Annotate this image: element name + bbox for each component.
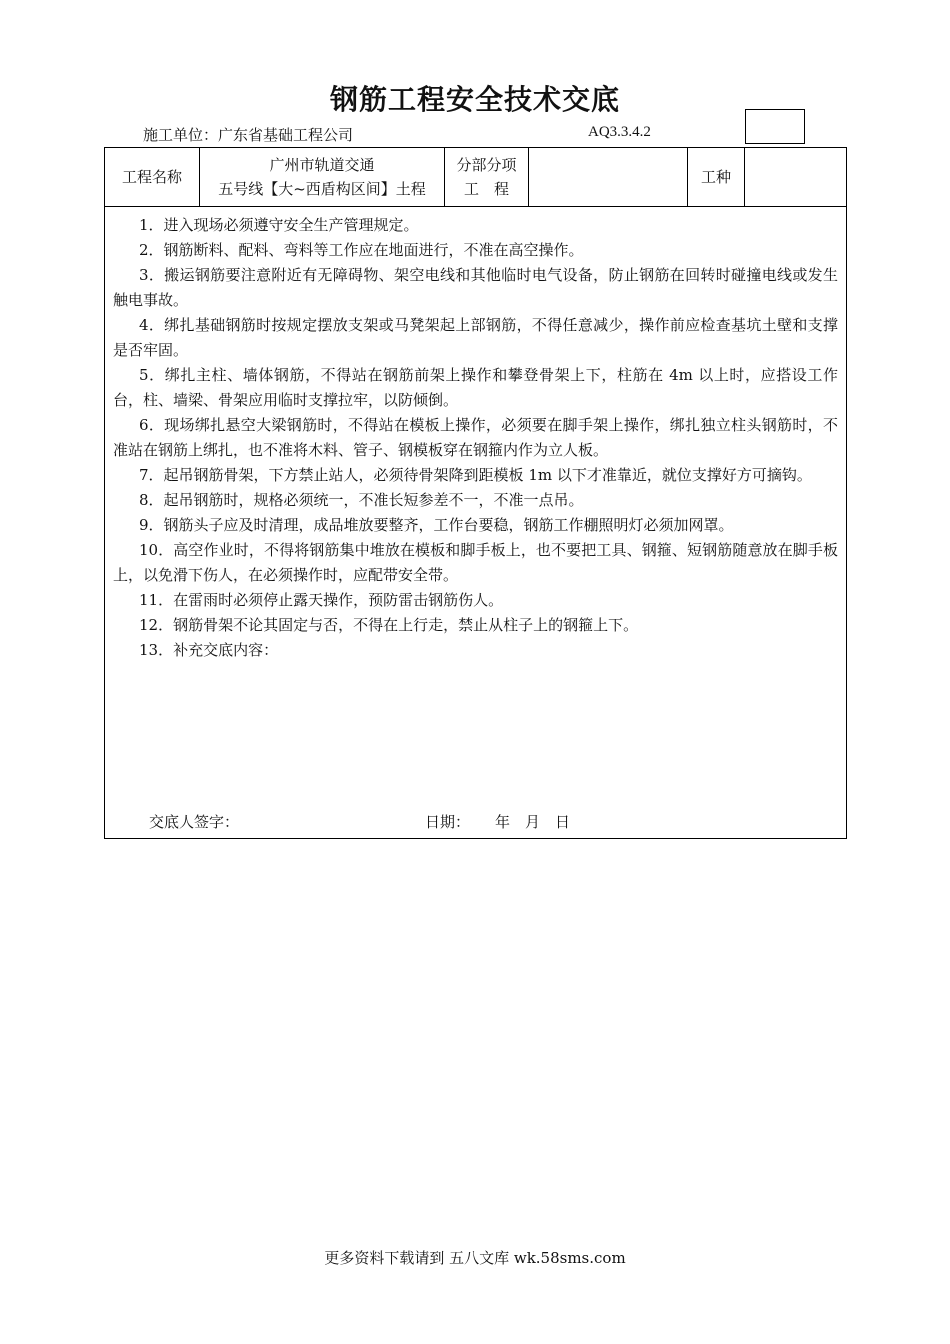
section-label-line1: 分部分项: [456, 156, 517, 174]
safety-item: 13．补充交底内容：: [139, 641, 279, 659]
document-code: AQ3.3.4.2: [588, 124, 651, 140]
project-name-line2: 五号线【大~西盾构区间】土程: [218, 180, 426, 198]
safety-item: 12．钢筋骨架不论其固定与否，不得在上行走，禁止从柱子上的钢箍上下。: [139, 616, 639, 634]
project-name-value-cell: [200, 148, 445, 207]
safety-item: 5．绑扎主柱、墙体钢筋，不得站在钢筋前架上操作和攀登骨架上下，柱筋在 4m 以上时，应搭设工作台，柱、墙梁、骨架应用临时支撑拉牢，以防倾倒。: [113, 366, 838, 409]
construction-unit: 施工单位：广东省基础工程公司: [143, 126, 354, 144]
section-label-line2: 工 程: [463, 180, 509, 198]
safety-item: 7．起吊钢筋骨架，下方禁止站人，必须待骨架降到距模板 1m 以下才准靠近，就位支撑好方可摘钩。: [139, 466, 812, 484]
project-name-line1: 广州市轨道交通: [269, 156, 375, 174]
section-value-cell: [529, 148, 688, 207]
disclosure-table: [104, 147, 847, 839]
safety-items-list: [105, 207, 846, 663]
safety-item: 3．搬运钢筋要注意附近有无障碍物、架空电线和其他临时电气设备，防止钢筋在回转时碰撞电线或发生触电事故。: [113, 266, 838, 309]
section-label-cell: [445, 148, 529, 207]
safety-item: 6．现场绑扎悬空大梁钢筋时，不得站在模板上操作，必须要在脚手架上操作，绑扎独立柱头钢筋时，不准站在钢筋上绑扎，也不准将木料、管子、钢模板穿在钢箍内作为立人板。: [113, 416, 838, 459]
footer-link-text: 更多资料下载请到 五八文库 wk.58sms.com: [324, 1249, 626, 1267]
table-body-row: [105, 207, 847, 839]
date-units: 年 月 日: [495, 813, 571, 831]
trade-value-cell: [745, 148, 847, 207]
safety-item: 4．绑扎基础钢筋时按规定摆放支架或马凳架起上部钢筋，不得任意减少，操作前应检查基坑土壁和支撑是否牢固。: [113, 316, 838, 359]
trade-label: 工种: [700, 168, 731, 186]
trade-label-cell: [688, 148, 745, 207]
table-header-row: [105, 148, 847, 207]
document-title: 钢筋工程安全技术交底: [329, 83, 620, 116]
project-name-label: 工程名称: [121, 168, 182, 186]
date-label: 日期：: [425, 813, 471, 831]
safety-item: 10．高空作业时，不得将钢筋集中堆放在模板和脚手板上，也不要把工具、钢箍、短钢筋随意放在脚手板上，以免滑下伤人，在必须操作时，应配带安全带。: [113, 541, 838, 584]
disclosure-content-cell: [105, 207, 847, 839]
code-box: [745, 109, 805, 144]
safety-item: 9．钢筋头子应及时清理，成品堆放要整齐，工作台要稳，钢筋工作棚照明灯必须加网罩。: [139, 516, 734, 534]
safety-item: 8．起吊钢筋时，规格必须统一，不准长短参差不一，不准一点吊。: [139, 491, 584, 509]
safety-item: 11．在雷雨时必须停止露天操作，预防雷击钢筋伤人。: [139, 591, 504, 609]
safety-item: 2．钢筋断料、配料、弯料等工作应在地面进行，不准在高空操作。: [139, 241, 584, 259]
safety-item: 1．进入现场必须遵守安全生产管理规定。: [139, 216, 419, 234]
signer-label: 交底人签字：: [149, 813, 240, 831]
project-name-label-cell: [105, 148, 200, 207]
